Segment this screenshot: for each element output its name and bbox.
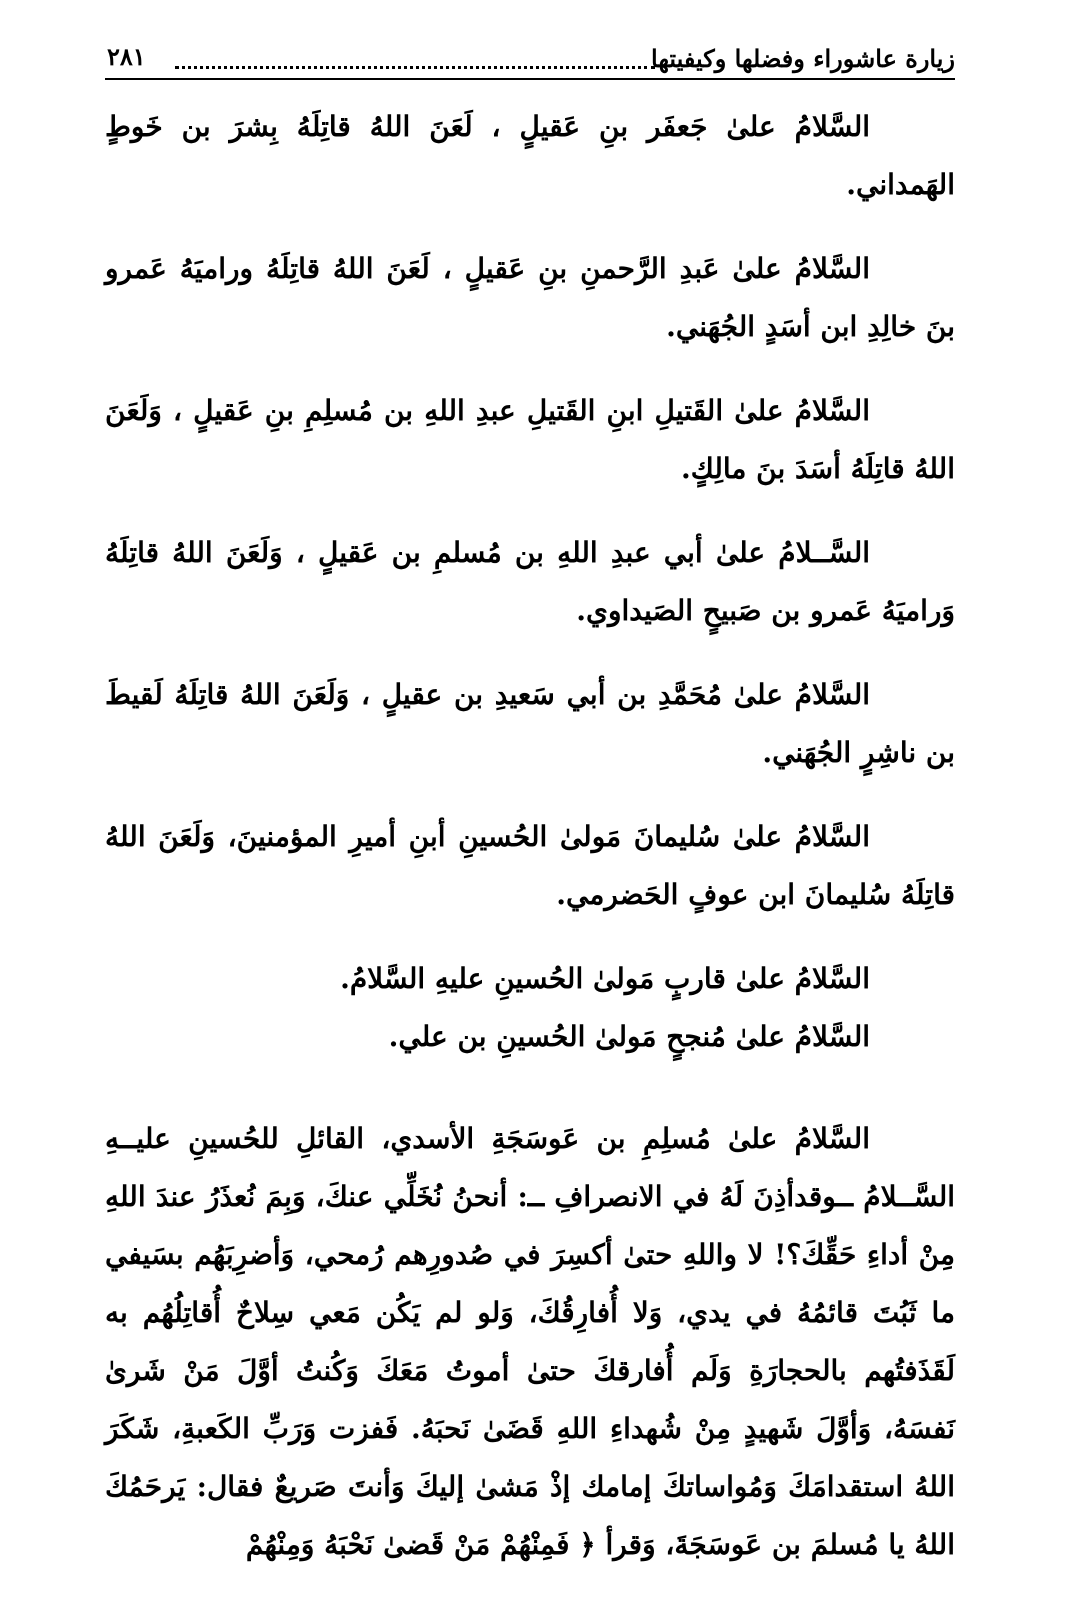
book-page — [105, 30, 955, 1561]
page-header — [105, 38, 955, 78]
paragraph: السَّلامُ علىٰ مُحَمَّدِ بن أبي سَعيدِ بن عقيلٍ ، وَلَعَنَ اللهُ قاتِلَهُ لَقيطَ بن ناشِرٍ الجُهَني. — [105, 678, 955, 769]
paragraph: السَّلامُ علىٰ القَتيلِ ابنِ القَتيلِ عبدِ اللهِ بن مُسلِمِ بنِ عَقيلٍ ، وَلَعَنَ اللهُ قاتِلَهُ أسَدَ بنَ مالِكٍ. — [105, 394, 955, 485]
paragraph: السَّــلامُ علىٰ أبي عبدِ اللهِ بن مُسلمِ بن عَقيلٍ ، وَلَعَنَ اللهُ قاتِلَهُ وَراميَهُ عَمرو بن صَبيحٍ الصَيداوي. — [105, 536, 955, 627]
paragraph: السَّلامُ علىٰ عَبدِ الرَّحمنِ بنِ عَقيلٍ ، لَعَنَ اللهُ قاتِلَهُ وراميَهُ عَمرو بنَ خالِدِ ابن أسَدٍ الجُهَني. — [105, 252, 955, 343]
header-rule — [105, 78, 955, 80]
paragraph: السَّلامُ علىٰ جَعفَر بنِ عَقيلٍ ، لَعَنَ اللهُ قاتِلَهُ بِشرَ بن خَوطٍ الهَمداني. — [105, 110, 955, 201]
page-number: ٢٨١ — [107, 42, 146, 71]
paragraph: السَّلامُ علىٰ مُسلِمِ بن عَوسَجَةِ الأسدي، القائلِ للحُسينِ عليــهِ السَّــلامُ ــوقدأذِنَ لَهُ في الانصرافِ ــ: أنحنُ نُخَلِّي عنكَ، وَبِمَ نُعذَرُ عندَ اللهِ مِنْ أداءِ حَقِّكَ؟! لا واللهِ حتىٰ أكسِرَ في صُدورِهم رُمحي، وَأضرِبَهُم بسَيفي ما ثَبُتَ قائمُهُ في يدي، وَلا أُفارِقُكَ، وَلو لم يَكُن مَعي سِلاحٌ أُقاتِلُهُم به لَقَذَفتُهم بالحجارَةِ وَلَم أُفارقكَ حتىٰ أموتُ مَعَكَ وَكُنتُ أوَّلَ مَنْ شَرىٰ نَفسَهُ، وَأوَّلَ شَهيدٍ مِنْ شُهداءِ اللهِ قَضَىٰ نَحبَهُ. فَفزت وَرَبِّ الكَعبةِ، شَكَرَ اللهُ استقدامَكَ وَمُواساتكَ إمامك إذْ مَشىٰ إليكَ وَأنتَ صَريعٌ فقال: يَرحَمُكَ اللهُ يا مُسلمَ بن عَوسَجَةَ، وَقرأ ﴿ فَمِنْهُمْ مَنْ قَضىٰ نَحْبَهُ وَمِنْهُمْ — [105, 1122, 955, 1561]
body-text — [105, 98, 955, 1600]
leader-dots — [175, 66, 655, 69]
paragraph: السَّلامُ علىٰ سُليمانَ مَولىٰ الحُسينِ أبنِ أميرِ المؤمنينَ، وَلَعَنَ اللهُ قاتِلَهُ سُليمانَ ابن عوفٍ الحَضرمي. — [105, 820, 955, 911]
paragraph: السَّلامُ علىٰ مُنجحٍ مَولىٰ الحُسينِ بن علي. — [388, 1020, 870, 1053]
running-title: زيارة عاشوراء وفضلها وكيفيتها — [651, 44, 955, 73]
paragraph: السَّلامُ علىٰ قاربٍ مَولىٰ الحُسينِ عليهِ السَّلامُ. — [340, 962, 870, 995]
